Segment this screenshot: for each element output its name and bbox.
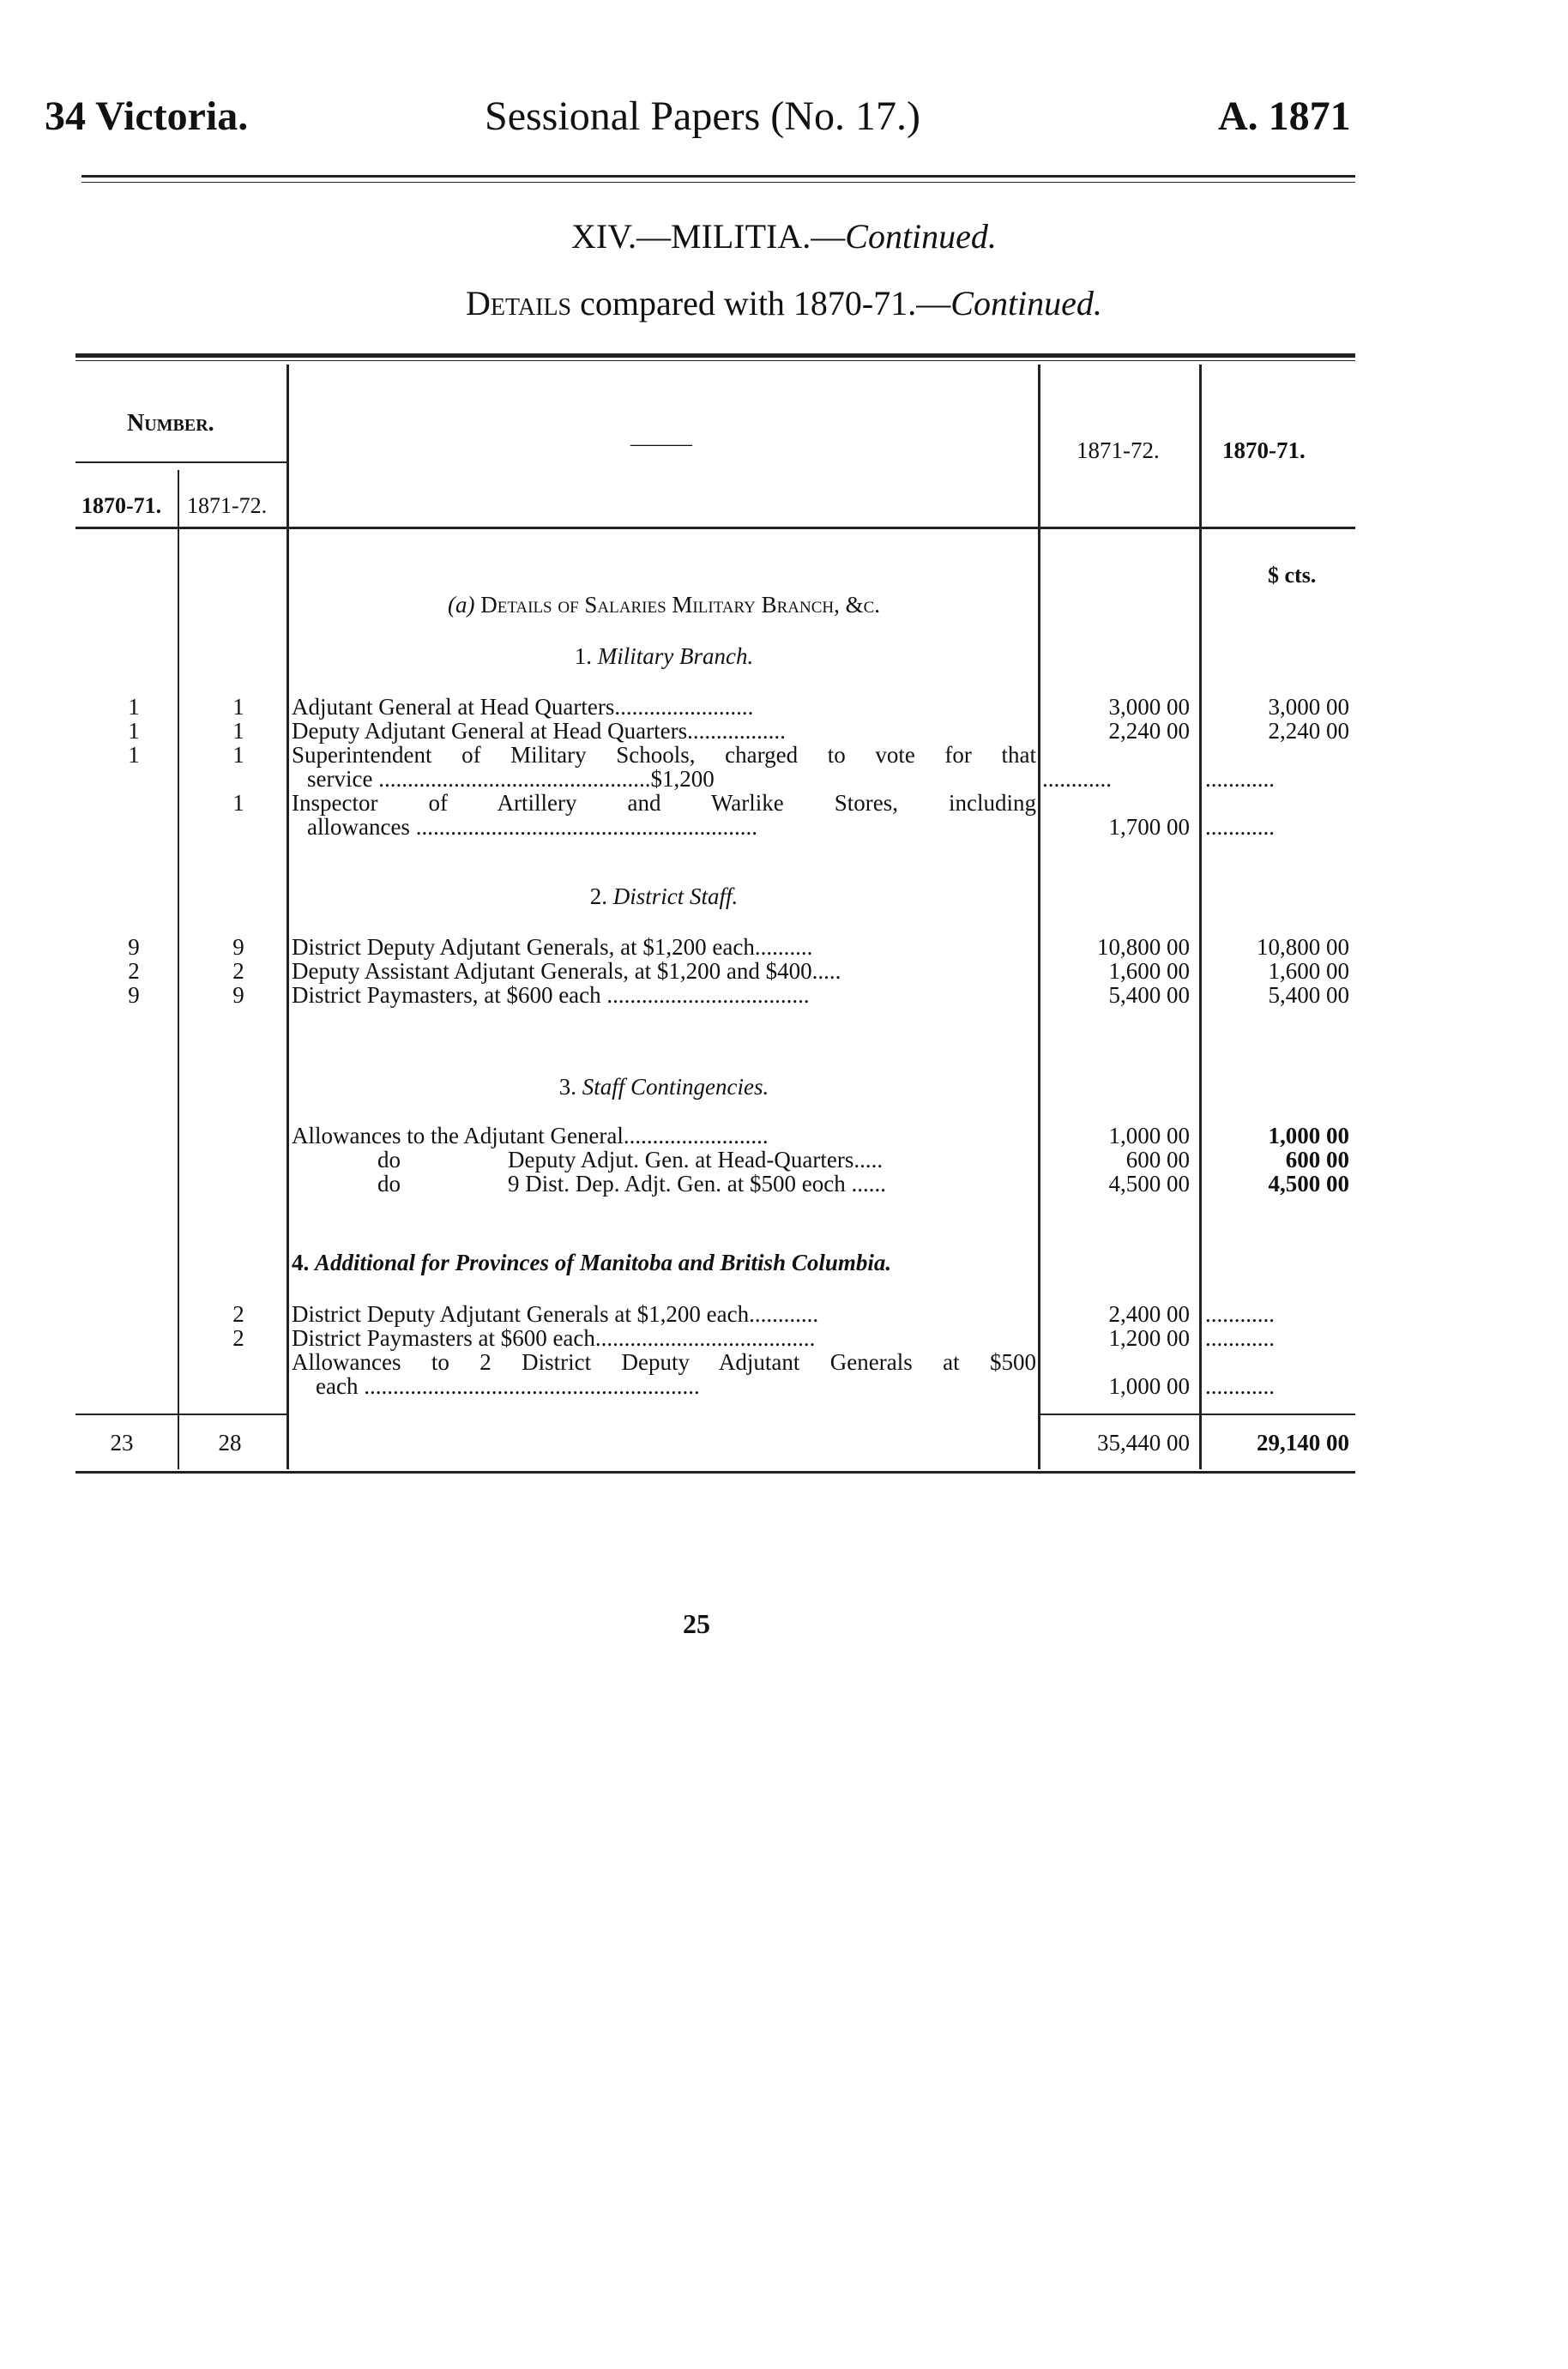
row-3-amount-1870-dots: ............ [1205, 814, 1275, 840]
total-amount-1871: 35,440 00 [1097, 1430, 1190, 1456]
row-7-amount-1871: 1,000 00 [1108, 1123, 1190, 1148]
row-7-amount-1870: 1,000 00 [1268, 1123, 1349, 1148]
header-sessional-papers: Sessional Papers (No. 17.) [485, 93, 920, 139]
table-vline-desc [286, 365, 289, 1469]
row-2-description-cont: service ...............................................$1,200 [307, 766, 715, 792]
row-2-description: Superintendent of Military Schools, charged to vote for that [292, 742, 1036, 768]
number-heading: Number. [127, 410, 214, 437]
header-session: 34 Victoria. [45, 93, 249, 139]
row-2-amount-1871-dots: ............ [1042, 766, 1112, 792]
row-1-number-1870: 1 [128, 718, 140, 744]
total-number-1870: 23 [110, 1430, 134, 1456]
table-bottom-rule [75, 1471, 1355, 1474]
row-1-number-1871: 1 [232, 718, 244, 744]
row-4-number-1871: 9 [232, 934, 244, 960]
row-0-number-1870: 1 [128, 694, 140, 720]
row-6-amount-1871: 5,400 00 [1108, 982, 1190, 1008]
table-head-rule [75, 527, 1355, 529]
row-2-amount-1870-dots: ............ [1205, 766, 1275, 792]
heading-amount-1870-71: 1870-71. [1222, 437, 1306, 463]
currency-label: $ cts. [1268, 563, 1317, 588]
table-vline-1870 [1199, 365, 1202, 1469]
row-11-number-1871: 2 [232, 1325, 244, 1351]
row-12-description-cont: each .......................................................... [316, 1373, 700, 1399]
row-4-amount-1870: 10,800 00 [1257, 934, 1349, 960]
row-3-description: Inspector of Artillery and Warlike Stores, including [292, 790, 1036, 816]
row-8-ditto: do [377, 1147, 401, 1172]
section-a-heading: (a) Details of Salaries Military Branch, &c. [447, 592, 881, 618]
subsection-military-branch: 1. Military Branch. [574, 643, 754, 669]
row-6-description: District Paymasters, at $600 each ................................... [292, 982, 810, 1008]
row-1-amount-1871: 2,240 00 [1108, 718, 1190, 744]
row-5-number-1871: 2 [232, 958, 244, 984]
page-subtitle: Details compared with 1870-71.—Continued. [466, 284, 1102, 322]
total-amount-1870: 29,140 00 [1257, 1430, 1349, 1456]
row-7-description: Allowances to the Adjutant General......................... [292, 1123, 769, 1148]
row-9-description: 9 Dist. Dep. Adjt. Gen. at $500 eoch ...... [508, 1171, 886, 1197]
row-0-number-1871: 1 [232, 694, 244, 720]
row-3-amount-1871: 1,700 00 [1108, 814, 1190, 840]
table-vline-number [178, 470, 179, 1469]
page-number: 25 [683, 1608, 710, 1639]
row-5-number-1870: 2 [128, 958, 140, 984]
row-6-number-1870: 9 [128, 982, 140, 1008]
row-5-amount-1870: 1,600 00 [1268, 958, 1349, 984]
row-1-amount-1870: 2,240 00 [1268, 718, 1349, 744]
totals-number-rule [75, 1414, 286, 1415]
page-title: XIV.—MILITIA.—Continued. [571, 217, 997, 256]
row-0-amount-1871: 3,000 00 [1108, 694, 1190, 720]
row-10-number-1871: 2 [232, 1301, 244, 1327]
row-9-ditto: do [377, 1171, 401, 1197]
totals-amount-rule [1038, 1414, 1355, 1415]
table-top-rule-thin [75, 360, 1355, 361]
row-10-amount-1870-dots: ............ [1205, 1301, 1275, 1327]
row-8-amount-1871: 600 00 [1125, 1147, 1190, 1172]
row-4-amount-1871: 10,800 00 [1097, 934, 1190, 960]
row-2-number-1871: 1 [232, 742, 244, 768]
row-12-amount-1870-dots: ............ [1205, 1373, 1275, 1399]
row-9-amount-1871: 4,500 00 [1108, 1171, 1190, 1197]
row-3-description-cont: allowances ........................................................... [307, 814, 757, 840]
row-6-amount-1870: 5,400 00 [1268, 982, 1349, 1008]
subsection-additional-provinces: 4. Additional for Provinces of Manitoba and British Columbia. [292, 1250, 892, 1275]
row-10-description: District Deputy Adjutant Generals at $1,200 each............ [292, 1301, 819, 1327]
row-6-number-1871: 9 [232, 982, 244, 1008]
header-rule [81, 175, 1355, 178]
row-0-description: Adjutant General at Head Quarters........................ [292, 694, 754, 720]
row-9-amount-1870: 4,500 00 [1268, 1171, 1349, 1197]
heading-description-dash: ——— [630, 433, 692, 455]
header-rule-thin [81, 182, 1355, 183]
heading-amount-1871-72: 1871-72. [1076, 437, 1160, 463]
number-subhead-rule [75, 461, 286, 463]
row-12-description: Allowances to 2 District Deputy Adjutant Generals at $500 [292, 1349, 1036, 1375]
row-2-number-1870: 1 [128, 742, 140, 768]
row-11-amount-1871: 1,200 00 [1108, 1325, 1190, 1351]
subsection-district-staff: 2. District Staff. [589, 883, 739, 909]
header-year: A. 1871 [1218, 93, 1351, 139]
row-10-amount-1871: 2,400 00 [1108, 1301, 1190, 1327]
row-5-amount-1871: 1,600 00 [1108, 958, 1190, 984]
row-8-description: Deputy Adjut. Gen. at Head-Quarters..... [508, 1147, 884, 1172]
heading-number-1871-72: 1871-72. [187, 493, 268, 518]
row-11-amount-1870-dots: ............ [1205, 1325, 1275, 1351]
row-12-amount-1871: 1,000 00 [1108, 1373, 1190, 1399]
table-vline-1871 [1038, 365, 1040, 1469]
subsection-staff-contingencies: 3. Staff Contingencies. [558, 1074, 769, 1100]
row-5-description: Deputy Assistant Adjutant Generals, at $1,200 and $400..... [292, 958, 841, 984]
row-4-description: District Deputy Adjutant Generals, at $1,200 each.......... [292, 934, 813, 960]
heading-number-1870-71: 1870-71. [81, 493, 162, 518]
row-4-number-1870: 9 [128, 934, 140, 960]
total-number-1871: 28 [218, 1430, 242, 1456]
row-1-description: Deputy Adjutant General at Head Quarters................. [292, 718, 786, 744]
table-top-rule [75, 353, 1355, 358]
row-11-description: District Paymasters at $600 each...................................... [292, 1325, 816, 1351]
row-3-number-1871: 1 [232, 790, 244, 816]
row-8-amount-1870: 600 00 [1285, 1147, 1349, 1172]
row-0-amount-1870: 3,000 00 [1268, 694, 1349, 720]
